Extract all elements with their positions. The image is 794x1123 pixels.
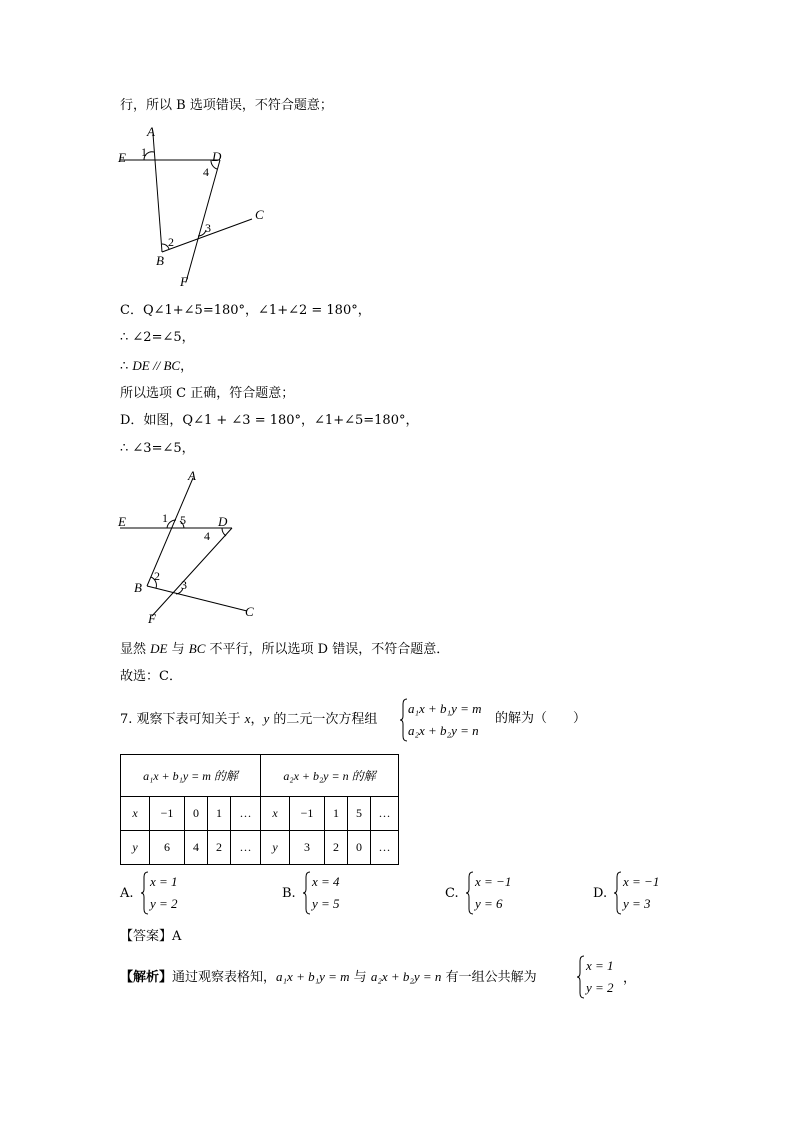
option-c-line-1: C．Q∠1+∠5=180°，∠1+∠2 = 180°， [120, 303, 371, 318]
label-b: B [156, 253, 164, 268]
label-angle-4: 4 [204, 529, 210, 543]
label-c: C [245, 604, 254, 619]
label-a: A [147, 124, 155, 139]
option-c-label: C. [445, 886, 459, 901]
label-angle-5: 5 [180, 513, 186, 527]
analysis-brace [577, 955, 585, 999]
figure-2 [112, 466, 282, 628]
label-d: D [212, 149, 222, 164]
table-row: y 6 4 2 … y 3 2 0 … [121, 831, 399, 865]
option-c-line-2: ∴ ∠2=∠5， [120, 330, 195, 345]
label-angle-3: 3 [181, 578, 187, 592]
label-d: D [218, 514, 228, 529]
option-b-brace [303, 871, 311, 915]
label-e: E [118, 150, 126, 165]
segment-bc: BC [188, 641, 206, 656]
segment-de: DE [150, 641, 168, 656]
option-d-line-1: D．如图，Q∠1 + ∠3 = 180°，∠1+∠5=180°， [120, 413, 419, 428]
system-brace [400, 698, 408, 742]
option-b-label: B. [282, 886, 296, 901]
option-a-system: x = 1 y = 2 [150, 874, 178, 911]
choice-line: 故选：C． [120, 669, 182, 684]
label-angle-4: 4 [203, 165, 209, 179]
text-line-1: 行，所以 B 选项错误，不符合题意； [120, 98, 333, 113]
option-c-line-4: 所以选项 C 正确，符合题意； [120, 386, 295, 401]
label-b: B [134, 580, 142, 595]
line-df [152, 528, 232, 616]
therefore-symbol: ∴ [120, 359, 133, 374]
option-b-system: x = 4 y = 5 [312, 874, 340, 911]
answer-line: 【答案】A [120, 929, 182, 944]
analysis-end: ， [623, 971, 637, 986]
line-bc [147, 586, 247, 611]
figure-1 [112, 122, 282, 292]
option-d-label: D. [593, 886, 608, 901]
option-c-system: x = −1 y = 6 [475, 874, 512, 911]
option-a-brace [141, 871, 149, 915]
table-header-right: a₂x + b₂y = n 的解 [261, 755, 399, 797]
analysis-line: 【解析】通过观察表格知，a₁x + b₁y = m 与 a₂x + b₂y = n 有一组公共解为 [120, 969, 537, 985]
label-f: F [180, 274, 188, 289]
parallel-statement: DE // BC [132, 358, 181, 373]
option-a-label: A. [120, 886, 134, 901]
label-angle-1: 1 [141, 145, 147, 159]
analysis-solution: x = 1 y = 2 [586, 958, 614, 995]
equation-system [408, 698, 482, 742]
table-row: x −1 0 1 … x −1 1 5 … [121, 797, 399, 831]
option-d-system: x = −1 y = 3 [623, 874, 660, 911]
label-angle-3: 3 [205, 221, 211, 235]
table-header-left: a₁x + b₁y = m 的解 [121, 755, 261, 797]
label-angle-1: 1 [162, 511, 168, 525]
option-c-brace [466, 871, 474, 915]
line-ab [153, 134, 162, 252]
label-a: A [188, 468, 196, 483]
option-c-line-3: ∴ DE // BC， [120, 358, 194, 374]
analysis-label: 【解析】 [120, 970, 173, 985]
question-7-tail: 的解为（ ） [495, 711, 587, 726]
equation-2: a₂x + b₂y = n [408, 723, 479, 738]
equation-1: a₁x + b₁y = m [408, 701, 482, 716]
question-7-stem: 7. 观察下表可知关于 x，y 的二元一次方程组 [120, 711, 378, 727]
option-d-line-2: ∴ ∠3=∠5， [120, 441, 195, 456]
label-angle-2: 2 [154, 569, 160, 583]
label-angle-2: 2 [168, 235, 174, 249]
conclusion-line: 显然 DE 与 BC 不平行，所以选项 D 错误，不符合题意． [120, 641, 450, 657]
label-e: E [118, 514, 126, 529]
label-c: C [255, 207, 264, 222]
option-d-brace [614, 871, 622, 915]
label-f: F [148, 611, 156, 626]
solutions-table [120, 754, 399, 865]
